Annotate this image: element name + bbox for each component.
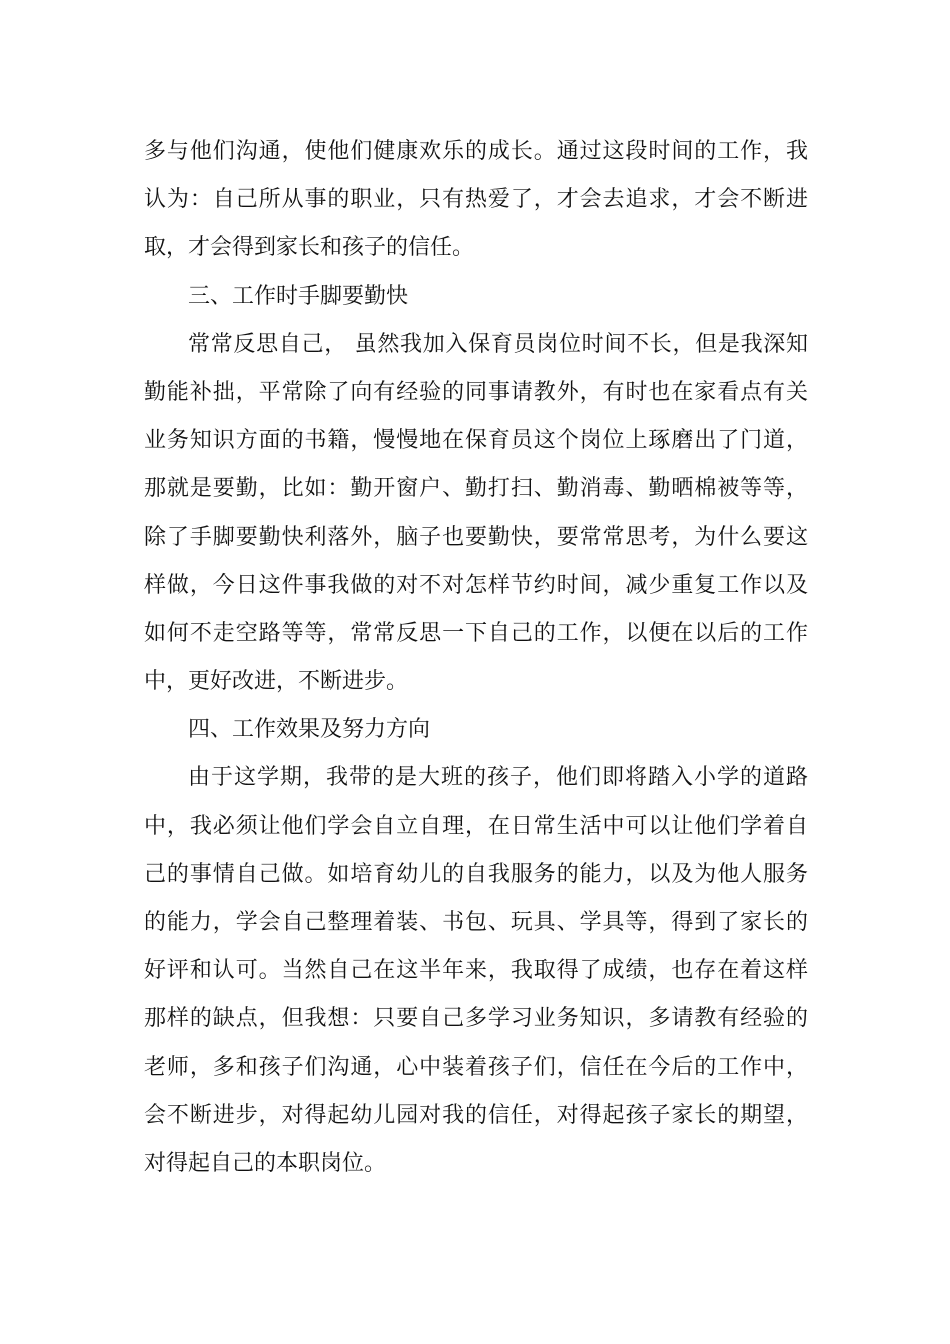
text-line: 对得起自己的本职岗位。 [144,1150,387,1176]
text-line: 常常反思自己， 虽然我加入保育员岗位时间不长，但是我深知 [188,331,808,357]
section-heading: 三、工作时手脚要勤快 [188,283,409,309]
text-line: 认为：自己所从事的职业，只有热爱了，才会去追求，才会不断进 [144,187,808,213]
text-line: 己的事情自己做。如培育幼儿的自我服务的能力，以及为他人服务 [144,861,808,887]
text-line: 好评和认可。当然自己在这半年来，我取得了成绩，也存在着这样 [144,958,808,984]
text-line: 会不断进步，对得起幼儿园对我的信任，对得起孩子家长的期望， [144,1102,808,1128]
text-line: 勤能补拙，平常除了向有经验的同事请教外，有时也在家看点有关 [144,379,808,405]
text-line: 那样的缺点，但我想：只要自己多学习业务知识，多请教有经验的 [144,1006,808,1032]
text-line: 除了手脚要勤快利落外，脑子也要勤快，要常常思考，为什么要这 [144,524,808,550]
text-line: 多与他们沟通，使他们健康欢乐的成长。通过这段时间的工作，我 [144,139,808,164]
text-line: 取，才会得到家长和孩子的信任。 [144,235,475,261]
text-line: 中，我必须让他们学会自立自理，在日常生活中可以让他们学着自 [144,813,808,839]
text-line: 的能力，学会自己整理着装、书包、玩具、学具等，得到了家长的 [144,910,808,935]
text-line: 老师，多和孩子们沟通，心中装着孩子们，信任在今后的工作中， [144,1054,808,1080]
text-line: 如何不走空路等等，常常反思一下自己的工作，以便在以后的工作 [144,620,808,646]
text-line: 样做，今日这件事我做的对不对怎样节约时间，减少重复工作以及 [144,572,808,598]
text-line: 那就是要勤，比如：勤开窗户、勤打扫、勤消毒、勤晒棉被等等， [144,476,808,502]
text-line: 中，更好改进，不断进步。 [144,669,409,695]
document-body [144,128,808,1188]
text-line: 由于这学期，我带的是大班的孩子，他们即将踏入小学的道路 [188,765,808,791]
section-heading: 四、工作效果及努力方向 [188,717,431,743]
text-line: 业务知识方面的书籍，慢慢地在保育员这个岗位上琢磨出了门道， [144,428,808,454]
